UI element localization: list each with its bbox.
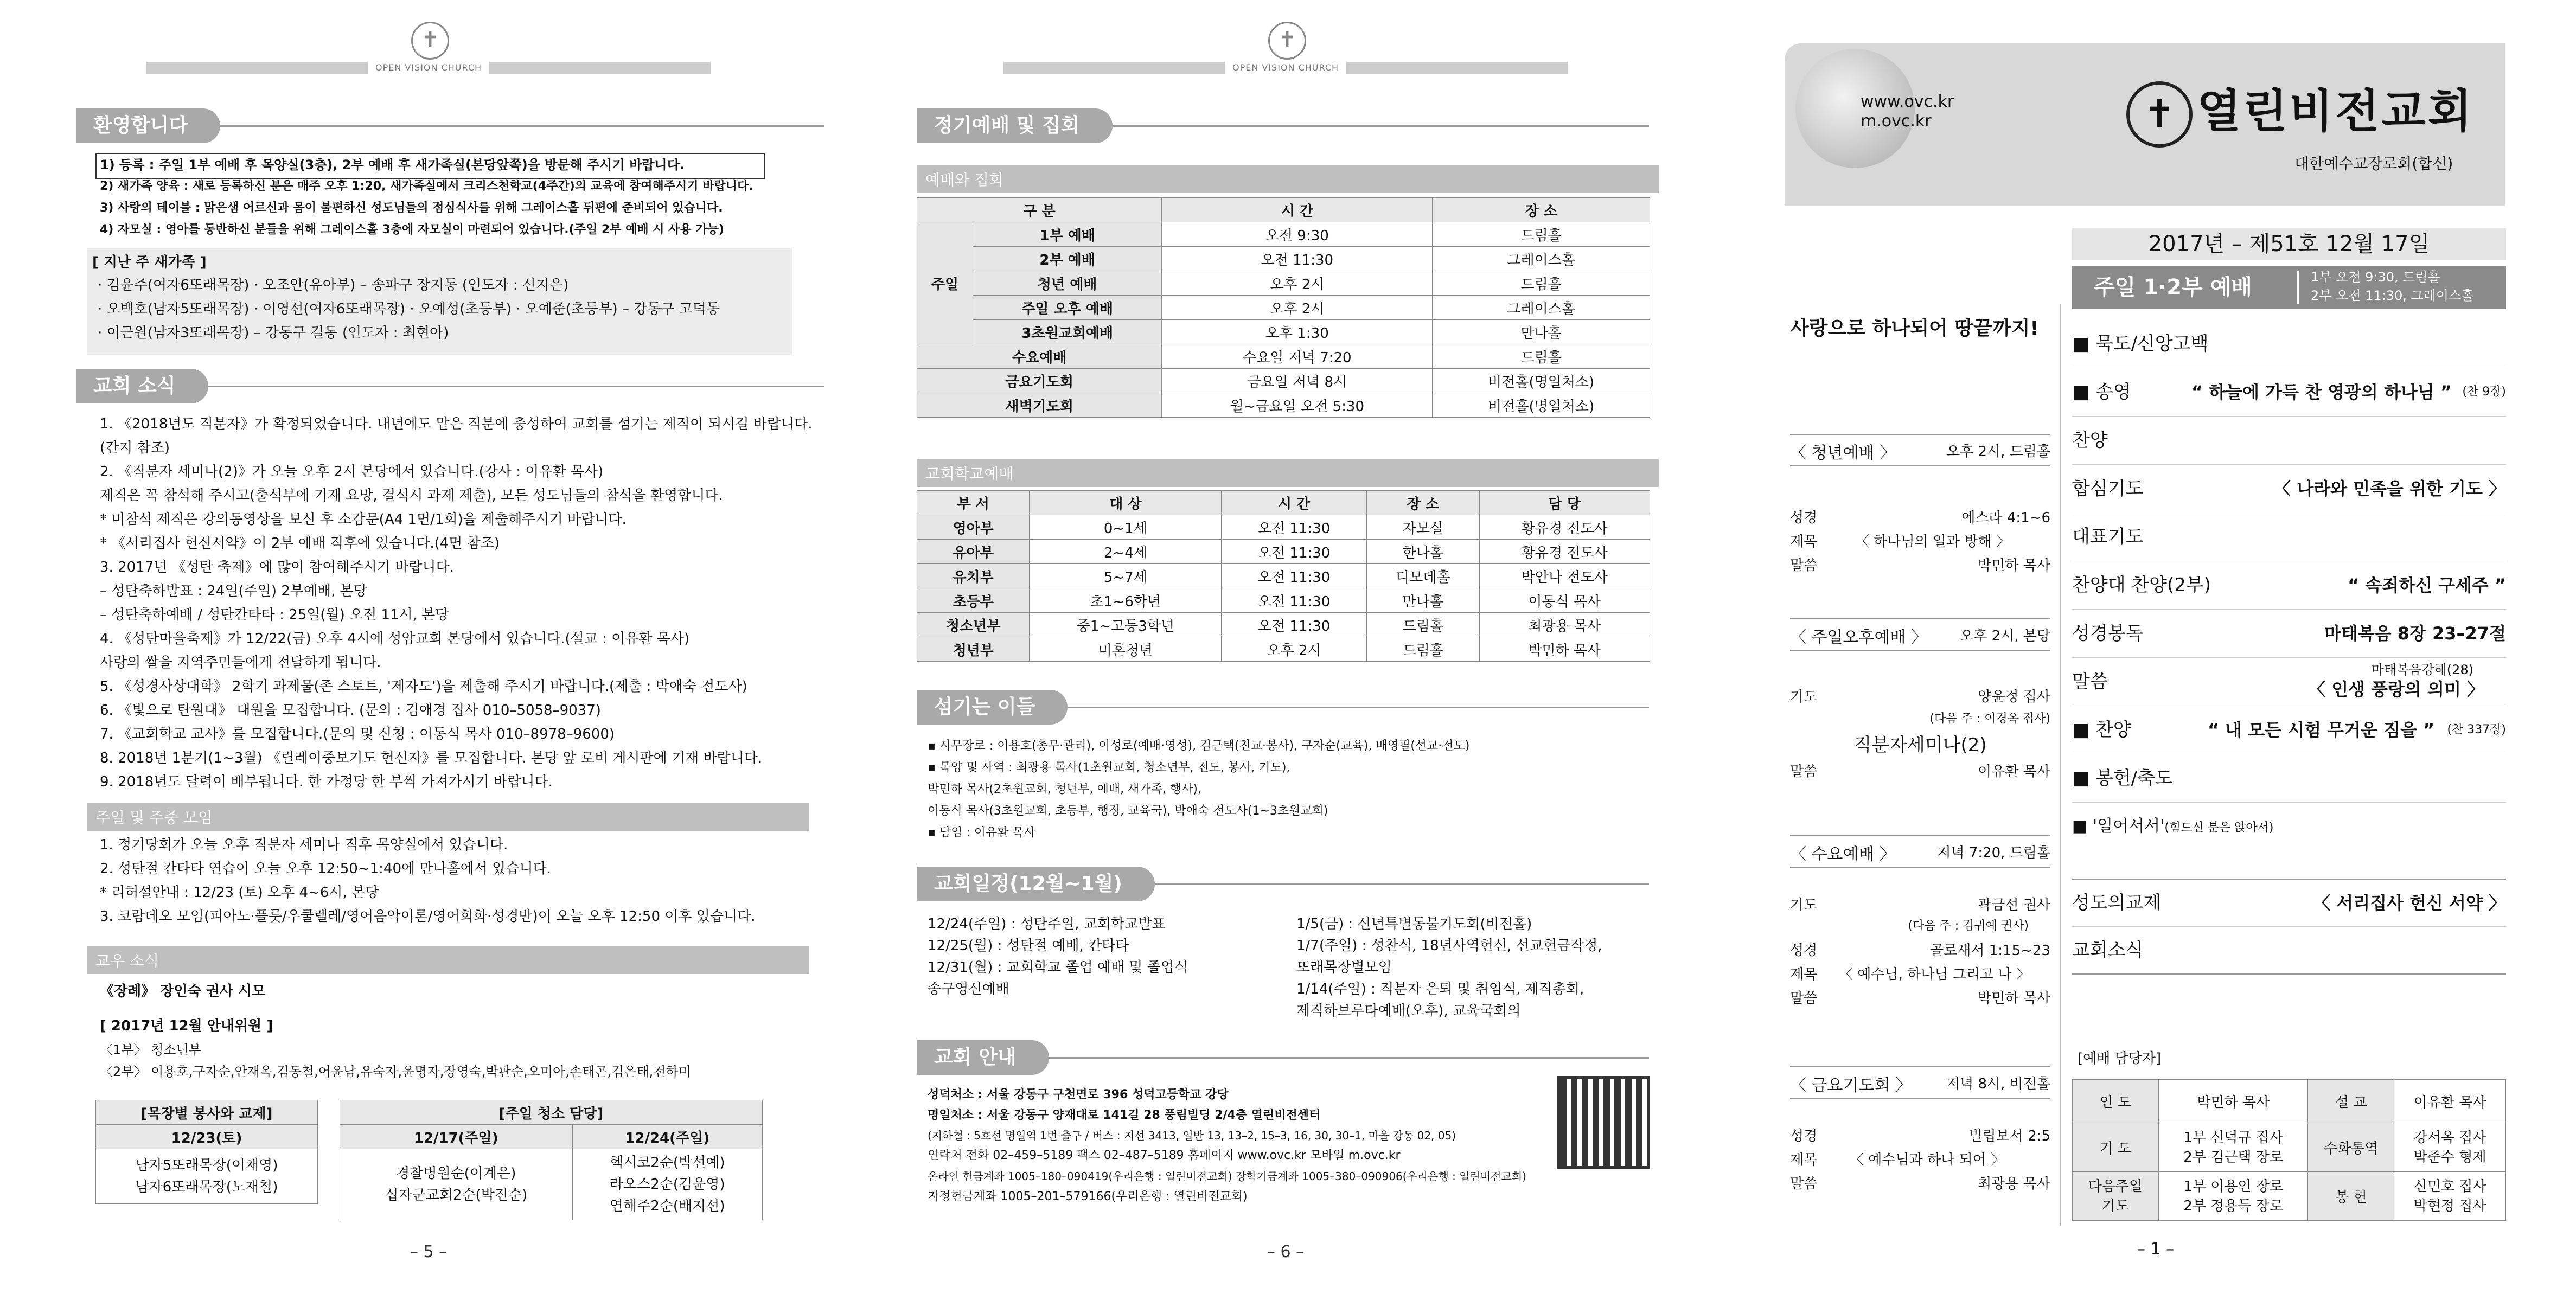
welcome-title: 환영합니다 (76, 108, 220, 143)
row-label: 제목 (1790, 966, 1818, 983)
denomination: 대한예수교장로회(합신) (2294, 155, 2453, 172)
order-item (2072, 879, 2506, 927)
row-label: 말씀 (1790, 1176, 1818, 1192)
row-value: 양윤정 집사 (1978, 689, 2050, 705)
order-label: 찬양대 찬양(2부) (2072, 574, 2211, 596)
order-item (2072, 754, 2506, 803)
table-cell: 오후 1:30 (1162, 320, 1433, 344)
website-url: www.ovc.kr (1861, 92, 1954, 111)
row-value: 이유환 목사 (1978, 764, 2050, 780)
table-cell: 0~1세 (1030, 515, 1222, 540)
guide-line: 연락처 전화 02–459–5189 팩스 02–487–5189 홈페이지 www.ovc.kr 모바일 m.ovc.kr (928, 1149, 1401, 1162)
schedule-item: 1/14(주일) : 직분자 은퇴 및 취임식, 제직총회, (1296, 981, 1584, 997)
order-note: 마태복음강해(28) (2371, 662, 2473, 677)
schedule-item: 12/31(월) : 교회학교 졸업 예배 및 졸업식 (928, 959, 1188, 976)
news-line: – 성탄축하예배 / 성탄칸타타 : 25일(월) 오전 11시, 본당 (100, 607, 449, 623)
table-cell: 청년부 (917, 637, 1030, 662)
table-cell: 그레이스홀 (1433, 247, 1650, 271)
table-cell: 청소년부 (917, 613, 1030, 637)
guide-list (928, 1085, 1526, 1207)
news-line: 4. 《성탄마을축제》가 12/22(금) 오후 4시에 성암교회 본당에서 있습니다.(설교 : 이유환 목사) (100, 631, 690, 647)
table-cell: 오전 11:30 (1222, 564, 1367, 588)
guide-line: 온라인 헌금계좌 1005–180–090419(우리은행 : 열린비전교회) 장학기금계좌 1005–380–090906(우리은행 : 열린비전교회) (928, 1170, 1526, 1183)
row-value: 〈 예수님과 하나 되어 〉 (1850, 1152, 2005, 1168)
cleaning-group: 십자군교회2순(박진순) (385, 1187, 528, 1203)
row-value: 에스라 4:1~6 (1961, 510, 2050, 526)
block-title: 〈 주일오후예배 〉 (1790, 628, 1927, 647)
table-cell: 1부 이용인 장로 2부 정용득 장로 (2158, 1172, 2308, 1221)
schedule-item: 12/24(주일) : 성탄주일, 교회학교발표 (928, 916, 1166, 932)
fellowship-table-title: [목장별 봉사와 교제] (96, 1100, 318, 1125)
bullet: ■ (2072, 381, 2090, 403)
col-header: 시 간 (1222, 491, 1367, 515)
news-line: – 성탄축하발표 : 24일(주일) 2부예배, 본당 (100, 583, 367, 599)
order-note: (힘드신 분은 앉아서) (2164, 821, 2274, 835)
order-item (2072, 417, 2506, 465)
row-label: 성경 (1790, 1128, 1818, 1144)
col-header: 담 당 (1479, 491, 1650, 515)
order-label: 교회소식 (2072, 939, 2144, 961)
table-cell: 주일 오후 예배 (973, 296, 1162, 320)
table-cell: 황유경 전도사 (1479, 540, 1650, 564)
news-line: 2. 《직분자 세미나(2)》가 오늘 오후 2시 본당에서 있습니다.(강사 : 이유환 목사) (100, 464, 604, 480)
news-line: * 미참석 제직은 강의동영상을 보신 후 소감문(A4 1면/1회)을 제출해주시기 바랍니다. (100, 511, 627, 528)
table-cell: 박안나 전도사 (1479, 564, 1650, 588)
col-header: 장 소 (1433, 198, 1650, 222)
page-1-cover (1714, 0, 2576, 1294)
servers-line: ▪ 시무장로 : 이용호(총무·관리), 이성로(예배·영성), 김근택(친교·봉사), 구자순(교육), 배영필(선교·전도) (928, 739, 1470, 753)
committee-line: 〈2부〉 이용호,구자순,안재옥,김동철,어윤남,유숙자,윤명자,장영숙,박판순,오미아,손태곤,김은태,전하미 (100, 1064, 691, 1079)
table-cell: 5~7세 (1030, 564, 1222, 588)
new-family-line: · 이근원(남자3또래목장) – 강동구 길동 (인도자 : 최현아) (98, 325, 449, 341)
table-cell: 황유경 전도사 (1479, 515, 1650, 540)
news-line: 5. 《성경사상대학》 2학기 과제물(존 스토트, '제자도')을 제출해 주시기 바랍니다.(제출 : 박애숙 전도사) (100, 678, 747, 695)
news-line: 제직은 꼭 참석해 주시고(출석부에 기재 요망, 결석시 과제 제출), 모든 성도님들의 참석을 환영합니다. (100, 488, 723, 504)
meeting-line: 1. 정기당회가 오늘 오후 직분자 세미나 직후 목양실에서 있습니다. (100, 837, 508, 853)
column-divider (2060, 304, 2061, 1226)
table-cell: 봉 헌 (2308, 1172, 2394, 1221)
table-cell: 비전홀(명일처소) (1433, 369, 1650, 393)
table-cell: 인 도 (2073, 1080, 2159, 1123)
order-value: “ 속죄하신 구세주 ” (2348, 575, 2506, 595)
table-cell: 오전 11:30 (1222, 613, 1367, 637)
row-value: 곽금선 권사 (1978, 897, 2050, 913)
welcome-line: 2) 새가족 양육 : 새로 등록하신 분은 매주 오후 1:20, 새가족실에서 크리스천학교(4주간)의 교육에 참여해주시기 바랍니다. (100, 180, 753, 193)
row-label: 말씀 (1790, 990, 1818, 1007)
order-value: 〈 서리집사 헌신 서약 〉 (2313, 893, 2506, 913)
table-cell: 금요기도회 (917, 369, 1162, 393)
row-label: 성경 (1790, 943, 1818, 959)
meeting-line: 3. 코람데오 모임(피아노·플룻/우쿨렐레/영어음악이론/영어회화·성경반)이 오늘 오후 12:50 이후 있습니다. (100, 908, 756, 925)
table-cell: 2부 예배 (973, 247, 1162, 271)
duty-title: [예배 담당자] (2078, 1050, 2162, 1067)
row-value: 박민하 목사 (1978, 990, 2050, 1007)
order-label: 합심기도 (2072, 478, 2144, 499)
order-label: 성도의교제 (2072, 892, 2162, 914)
cleaning-table-title: [주일 청소 담당] (340, 1100, 763, 1125)
row-value: 골로새서 1:15~23 (1930, 943, 2050, 959)
committee-line: 〈1부〉 청소년부 (100, 1042, 201, 1058)
order-label: 송영 (2095, 381, 2131, 403)
order-label: 찬양 (2072, 430, 2108, 451)
sunday-label: 주일 (917, 222, 973, 344)
church-name-en: OPEN VISION CHURCH (1225, 62, 1346, 74)
table-cell: 오후 2시 (1162, 271, 1433, 296)
cleaning-group: 연해주2순(배지선) (609, 1198, 725, 1214)
fellowship-group: 남자5또래목장(이채영) (135, 1157, 278, 1174)
service-time: 1부 오전 9:30, 드림홀 (2311, 270, 2440, 285)
block-time: 오후 2시, 드림홀 (1946, 444, 2050, 460)
funeral-notice: 《장례》 장인숙 권사 시모 (100, 983, 266, 1000)
row-label: 기도 (1790, 689, 1818, 705)
bullet: ■ (2072, 817, 2088, 836)
news-line: 7. 《교회학교 교사》를 모집합니다.(문의 및 신청 : 이동식 목사 010–8978–9600) (100, 726, 615, 742)
issue-date: 2017년 – 제51호 12월 17일 (2072, 228, 2506, 260)
schedule-item: 12/25(월) : 성탄절 예배, 칸타타 (928, 938, 1129, 954)
row-label: 성경 (1790, 510, 1818, 526)
page-number: – 1 – (2137, 1240, 2175, 1259)
order-label: 찬양 (2095, 719, 2131, 741)
order-item (2072, 465, 2506, 513)
col-header: 부 서 (917, 491, 1030, 515)
meeting-line: 2. 성탄절 칸타타 연습이 오늘 오후 12:50~1:40에 만나홀에서 있습니다. (100, 861, 551, 877)
youth-service-block (1790, 434, 2050, 578)
order-label: 묵도/신앙고백 (2095, 333, 2209, 355)
table-cell: 수요예배 (917, 344, 1162, 369)
school-table (917, 490, 1650, 662)
table-cell: 수요일 저녁 7:20 (1162, 344, 1433, 369)
church-name: 열린비전교회 (2197, 85, 2474, 138)
guide-section-header (917, 1040, 1649, 1075)
row-label: 제목 (1790, 534, 1818, 550)
table-cell: 박민하 목사 (1479, 637, 1650, 662)
sub-section-members: 교우 소식 (87, 946, 809, 974)
block-time: 저녁 8시, 비전홀 (1946, 1076, 2050, 1092)
church-emblem-icon: ✝ (2126, 81, 2193, 148)
meetings-list (100, 833, 755, 928)
table-cell: 박민하 목사 (2158, 1080, 2308, 1123)
row-note: (다음 주 : 김귀예 권사) (1908, 919, 2029, 933)
sub-section-meetings: 주일 및 주중 모임 (87, 803, 809, 831)
table-cell: 이유환 목사 (2394, 1080, 2506, 1123)
table-cell: 드림홀 (1433, 271, 1650, 296)
schedule-item: 1/5(금) : 신년특별동불기도회(비전홀) (1296, 916, 1532, 932)
table-cell: 오후 2시 (1222, 637, 1367, 662)
bullet: ■ (2072, 333, 2090, 355)
schedule-title: 교회일정(12월~1월) (917, 867, 1155, 901)
fellowship-date: 12/23(토) (96, 1125, 318, 1149)
friday-prayer-block (1790, 1066, 2050, 1196)
table-cell: 설 교 (2308, 1080, 2394, 1123)
table-cell: 유치부 (917, 564, 1030, 588)
table-cell: 그레이스홀 (1433, 296, 1650, 320)
cleaning-group: 라오스2순(김윤영) (609, 1176, 725, 1193)
order-value: 〈 인생 풍랑의 의미 〉 (2308, 679, 2484, 700)
table-cell: 유아부 (917, 540, 1030, 564)
schedule-left (928, 913, 1188, 1000)
order-label: 성경봉독 (2072, 623, 2144, 644)
table-cell: 수화통역 (2308, 1123, 2394, 1172)
seminar-title: 직분자세미나(2) (1853, 734, 1987, 756)
order-label: 봉헌/축도 (2095, 767, 2173, 789)
news-title: 교회 소식 (76, 369, 208, 403)
committee-title: [ 2017년 12월 안내위원 ] (100, 1018, 273, 1034)
table-cell: 자모실 (1367, 515, 1479, 540)
news-line: 3. 2017년 《성탄 축제》에 많이 참여해주시기 바랍니다. (100, 559, 454, 575)
table-cell: 오전 11:30 (1162, 247, 1433, 271)
table-cell: 오전 9:30 (1162, 222, 1433, 247)
table-cell: 미혼청년 (1030, 637, 1222, 662)
news-line: 사랑의 쌀을 지역주민들에게 전달하게 됩니다. (100, 655, 381, 671)
table-cell: 만나홀 (1433, 320, 1650, 344)
news-line: 6. 《빛으로 탄원대》 대원을 모집합니다. (문의 : 김애경 집사 010–5058–9037) (100, 702, 601, 719)
table-cell: 이동식 목사 (1479, 588, 1650, 613)
service-time: 2부 오전 11:30, 그레이스홀 (2311, 288, 2474, 303)
row-label: 제목 (1790, 1152, 1818, 1168)
news-line: 9. 2018년도 달력이 배부됩니다. 한 가정당 한 부씩 가져가시기 바랍니다. (100, 774, 553, 790)
schedule-section-header (917, 867, 1649, 901)
col-header: 장 소 (1367, 491, 1479, 515)
servers-list (928, 735, 1469, 844)
service-banner-title: 주일 1·2부 예배 (2094, 275, 2252, 300)
news-list (100, 412, 813, 794)
welcome-line: 4) 자모실 : 영아를 동반하신 분들을 위해 그레이스홀 3층에 자모실이 마련되어 있습니다.(주일 2부 예배 시 사용 가능) (100, 223, 724, 236)
table-cell: 1부 예배 (973, 222, 1162, 247)
guide-line: (지하철 : 5호선 명일역 1번 출구 / 버스 : 지선 3413, 일반 13, 13–2, 15–3, 16, 30, 30–1, 마을 강동 02, 05) (928, 1129, 1456, 1142)
block-time: 오후 2시, 본당 (1960, 628, 2050, 644)
order-value: “ 하늘에 가득 찬 영광의 하나님 ” (2191, 382, 2452, 402)
duty-table (2072, 1079, 2506, 1221)
worship-order (2072, 320, 2506, 850)
wednesday-service-block (1790, 835, 2050, 1011)
row-note: (다음 주 : 이경옥 집사) (1929, 712, 2050, 726)
news-line: 8. 2018년 1분기(1~3월) 《릴레이중보기도 헌신자》를 모집합니다. 본당 앞 로비 게시판에 기재 바랍니다. (100, 750, 763, 766)
fellowship-table (95, 1100, 318, 1204)
table-cell: 새벽기도회 (917, 393, 1162, 418)
table-cell: 초등부 (917, 588, 1030, 613)
table-cell: 디모데홀 (1367, 564, 1479, 588)
order-label: '일어서서' (2092, 817, 2165, 836)
news-line: (간지 참조) (100, 440, 170, 456)
table-cell: 오후 2시 (1162, 296, 1433, 320)
new-family-title: [ 지난 주 새가족 ] (92, 254, 207, 271)
col-header: 구 분 (917, 198, 1162, 222)
news-line: 1. 《2018년도 직분자》가 확정되었습니다. 내년에도 맡은 직분에 충성하여 교회를 섬기는 제직이 되시길 바랍니다. (100, 416, 813, 432)
schedule-item: 제직하브루타예배(오후), 교육국회의 (1296, 1003, 1521, 1019)
table-cell: 강서옥 집사 박준수 형제 (2394, 1123, 2506, 1172)
schedule-item: 송구영신예배 (928, 981, 1009, 997)
worship-table (917, 197, 1650, 418)
servers-line: ▪ 담임 : 이유환 목사 (928, 826, 1036, 840)
bullet: ■ (2072, 767, 2090, 789)
banner-divider (2297, 271, 2299, 304)
servers-line: 박민하 목사(2초원교회, 청년부, 예배, 새가족, 행사), (928, 783, 1201, 796)
motto: 사랑으로 하나되어 땅끝까지! (1790, 317, 2039, 339)
order-item (2072, 320, 2506, 368)
order-value: “ 내 모든 시험 무거운 짐을 ” (2208, 720, 2435, 740)
meeting-line: * 리허설안내 : 12/23 (토) 오후 4~6시, 본당 (100, 885, 379, 901)
guide-line: 지정헌금계좌 1005–201–579166(우리은행 : 열린비전교회) (928, 1190, 1248, 1203)
row-value: 빌립보서 2:5 (1968, 1128, 2050, 1144)
afternoon-service-block (1790, 618, 2050, 784)
order-note: (찬 9장) (2462, 385, 2506, 399)
order-label: 말씀 (2072, 671, 2108, 693)
order-item (2072, 658, 2506, 706)
page-5 (0, 0, 857, 1294)
table-cell: 한나홀 (1367, 540, 1479, 564)
table-cell: 2~4세 (1030, 540, 1222, 564)
church-name-en: OPEN VISION CHURCH (368, 62, 489, 74)
servers-line: 이동식 목사(3초원교회, 초등부, 행정, 교육국), 박애숙 전도사(1~3초원교회) (928, 804, 1328, 818)
cleaning-date: 12/17(주일) (340, 1125, 573, 1149)
order-label: 대표기도 (2072, 526, 2144, 548)
block-title: 〈 청년예배 〉 (1790, 444, 1896, 463)
fellowship-order (2072, 879, 2506, 975)
row-label: 말씀 (1790, 558, 1818, 574)
fellowship-group: 남자6또래목장(노재철) (135, 1179, 278, 1195)
row-label: 기도 (1790, 897, 1818, 913)
table-cell: 1부 신덕규 집사 2부 김근택 장로 (2158, 1123, 2308, 1172)
sub-section-worship: 예배와 집회 (917, 165, 1659, 193)
qr-code-icon (1557, 1076, 1650, 1169)
table-cell: 금요일 저녁 8시 (1162, 369, 1433, 393)
table-cell: 드림홀 (1367, 637, 1479, 662)
order-item (2072, 368, 2506, 417)
row-label: 말씀 (1790, 764, 1818, 780)
church-logo-icon: ✝ (1268, 22, 1306, 60)
welcome-section-header (76, 108, 824, 143)
order-item (2072, 706, 2506, 754)
block-time: 저녁 7:20, 드림홀 (1937, 845, 2050, 861)
page-header (0, 22, 857, 81)
table-cell: 오전 11:30 (1222, 588, 1367, 613)
order-item (2072, 513, 2506, 561)
fellowship-cell (96, 1149, 318, 1204)
row-value: 〈 하나님의 일과 방해 〉 (1855, 534, 2010, 550)
order-item (2072, 927, 2506, 975)
table-cell: 월~금요일 오전 5:30 (1162, 393, 1433, 418)
welcome-line: 3) 사랑의 테이블 : 맑은샘 어르신과 몸이 불편하신 성도님들의 점심식사를 위해 그레이스홀 뒤편에 준비되어 있습니다. (100, 201, 723, 215)
servers-section-header (917, 690, 1649, 725)
table-cell: 신민호 집사 박현정 집사 (2394, 1172, 2506, 1221)
row-value: 박민하 목사 (1978, 558, 2050, 574)
order-item (2072, 803, 2506, 850)
table-cell: 3초원교회예배 (973, 320, 1162, 344)
welcome-line: 1) 등록 : 주일 1부 예배 후 목양실(3층), 2부 예배 후 새가족실(본당앞쪽)을 방문해 주시기 바랍니다. (100, 157, 685, 172)
servers-line: ▪ 목양 및 사역 : 최광용 목사(1초원교회, 청소년부, 전도, 봉사, 기도), (928, 761, 1290, 774)
table-cell: 다음주일 기도 (2073, 1172, 2159, 1221)
schedule-item: 또래목장별모임 (1296, 959, 1392, 976)
col-header: 시 간 (1162, 198, 1433, 222)
cleaning-cell (340, 1149, 573, 1220)
order-value: 마태복음 8장 23–27절 (2324, 623, 2506, 644)
schedule-right (1296, 913, 1602, 1022)
row-value: 최광용 목사 (1978, 1176, 2050, 1192)
table-cell: 기 도 (2073, 1123, 2159, 1172)
order-value: 〈 나라와 민족을 위한 기도 〉 (2273, 478, 2506, 499)
new-family-line: · 김윤주(여자6또래목장) · 오조안(유아부) – 송파구 장지동 (인도자 : 신지은) (98, 277, 569, 293)
page-number: – 6 – (1267, 1242, 1305, 1261)
table-cell: 비전홀(명일처소) (1433, 393, 1650, 418)
worship-section-header (917, 108, 1649, 143)
table-cell: 중1~고등3학년 (1030, 613, 1222, 637)
cleaning-date: 12/24(주일) (572, 1125, 763, 1149)
new-family-line: · 오백호(남자5또래목장) · 이영선(여자6또래목장) · 오예성(초등부) · 오예준(초등부) – 강동구 고덕동 (98, 301, 720, 317)
table-cell: 드림홀 (1367, 613, 1479, 637)
news-section-header (76, 369, 824, 403)
schedule-item: 1/7(주일) : 성찬식, 18년사역헌신, 선교헌금작정, (1296, 938, 1602, 954)
row-value: 〈 예수님, 하나님 그리고 나 〉 (1839, 966, 2030, 983)
table-cell: 드림홀 (1433, 222, 1650, 247)
order-item (2072, 561, 2506, 610)
table-cell: 청년 예배 (973, 271, 1162, 296)
worship-title: 정기예배 및 집회 (917, 108, 1113, 143)
news-line: * 《서리집사 헌신서약》이 2부 예배 직후에 있습니다.(4면 참조) (100, 535, 500, 552)
bullet: ■ (2072, 719, 2090, 741)
col-header: 대 상 (1030, 491, 1222, 515)
table-cell: 영아부 (917, 515, 1030, 540)
table-cell: 만나홀 (1367, 588, 1479, 613)
page-number: – 5 – (410, 1242, 448, 1261)
table-cell: 오전 11:30 (1222, 515, 1367, 540)
cleaning-group: 헥시코2순(박선예) (609, 1155, 725, 1171)
table-cell: 최광용 목사 (1479, 613, 1650, 637)
block-title: 〈 수요예배 〉 (1790, 845, 1896, 864)
guide-line: 명일처소 : 서울 강동구 양재대로 141길 28 풍림빌딩 2/4층 열린비전센터 (928, 1109, 1321, 1122)
guide-title: 교회 안내 (917, 1040, 1049, 1075)
mobile-url: m.ovc.kr (1861, 112, 1932, 131)
guide-line: 성덕처소 : 서울 강동구 구천면로 396 성덕고등학교 강당 (928, 1088, 1229, 1101)
table-cell: 오전 11:30 (1222, 540, 1367, 564)
sub-section-school: 교회학교예배 (917, 459, 1659, 487)
order-note: (찬 337장) (2447, 723, 2506, 736)
servers-title: 섬기는 이들 (917, 690, 1068, 725)
cleaning-cell (572, 1149, 763, 1220)
cleaning-group: 경찰병원순(이계은) (396, 1165, 516, 1182)
page-header (857, 22, 1714, 81)
church-logo-icon: ✝ (411, 22, 449, 60)
cleaning-table (340, 1100, 763, 1220)
block-title: 〈 금요기도회 〉 (1790, 1076, 1912, 1095)
table-cell: 초1~6학년 (1030, 588, 1222, 613)
page-6 (857, 0, 1714, 1294)
table-cell: 드림홀 (1433, 344, 1650, 369)
